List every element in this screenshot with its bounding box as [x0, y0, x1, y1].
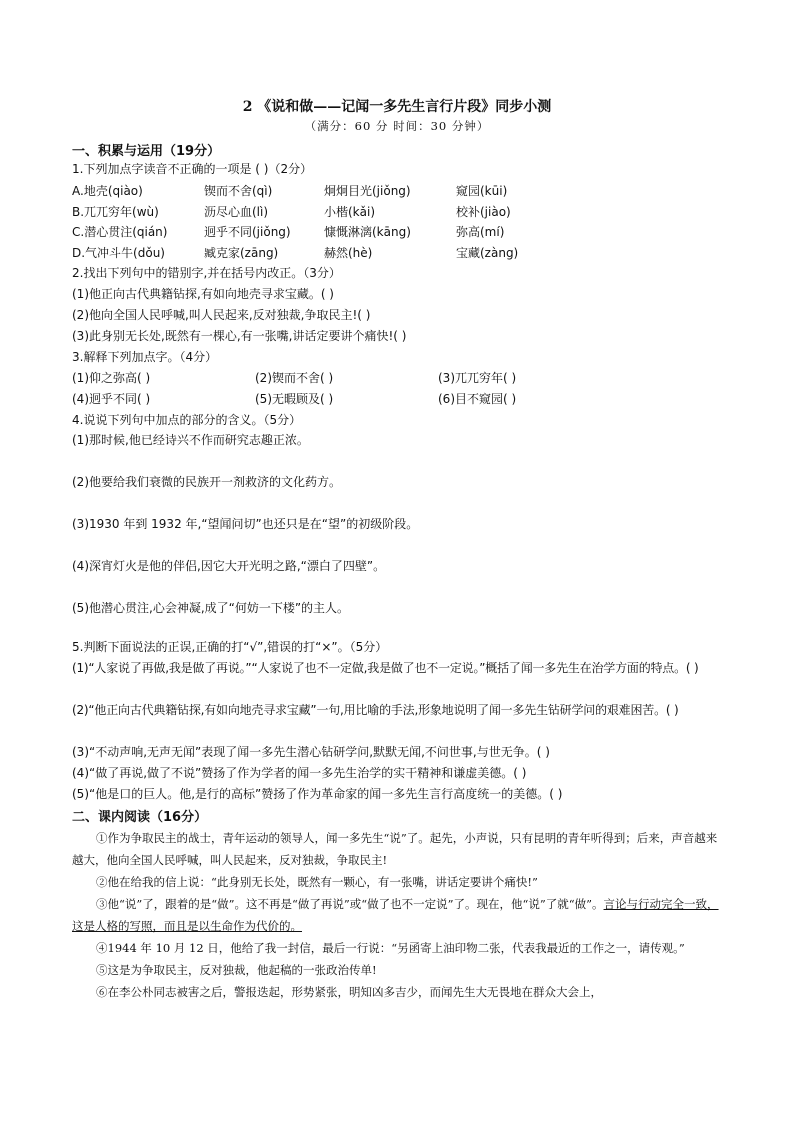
- q1-option-a-4: 窥园(kūi): [456, 184, 508, 198]
- q3-item-3: (3)兀兀穷年( ): [438, 371, 517, 385]
- q3-stem: 3.解释下列加点字。（4分）: [72, 350, 218, 364]
- reading-paragraph-3-text: ③他“说”了，跟着的是“做”。这不再是“做了再说”或“做了也不一定说”了。现在，他“说”了就“做”。: [96, 897, 604, 911]
- q2-item-3: (3)此身别无长处,既然有一棵心,有一张嘴,讲话定要讲个痛快!( ): [72, 329, 407, 343]
- page-title: 2 《说和做——记闻一多先生言行片段》同步小测: [242, 99, 552, 115]
- q1-option-d-1: D.气冲斗牛(dǒu): [72, 246, 165, 260]
- reading-paragraph-3: [72, 893, 727, 937]
- q4-stem: 4.说说下列句中加点的部分的含义。（5分）: [72, 413, 302, 427]
- reading-paragraph-6: ⑥在李公朴同志被害之后，警报迭起，形势紧张，明知凶多吉少，而闻先生大无畏地在群众大会上，: [96, 985, 602, 999]
- q1-option-b-2: 沥尽心血(lì): [204, 205, 269, 219]
- q1-option-c-2: 迥乎不同(jiǒng): [204, 225, 291, 239]
- score-time-info: （满分：60 分 时间：30 分钟）: [304, 119, 490, 133]
- q1-option-c-3: 慷慨淋漓(kāng): [324, 225, 411, 239]
- q5-stem: 5.判断下面说法的正误,正确的打“√”,错误的打“×”。（5分）: [72, 640, 388, 654]
- q2-item-1: (1)他正向古代典籍钻探,有如向地壳寻求宝藏。( ): [72, 287, 334, 301]
- reading-paragraph-4: ④1944 年 10 月 12 日，他给了我一封信，最后一行说：“另函寄上油印物二张，代表我最近的工作之一，请传观。”: [96, 941, 685, 955]
- q5-item-1: (1)“人家说了再做,我是做了再说。”“人家说了也不一定做,我是做了也不一定说。”概括了闻一多先生在治学方面的特点。( ): [72, 661, 699, 675]
- underlined-sentence: 言论与行动完全一致，这是人格的写照，而且是以生命作为代价的。: [72, 897, 719, 933]
- q1-stem: 1.下列加点字读音不正确的一项是 ( )（2分）: [72, 162, 313, 176]
- q1-option-b-4: 校补(jiào): [456, 205, 511, 219]
- q3-item-2: (2)锲而不舍( ): [255, 371, 334, 385]
- q4-item-5: (5)他潜心贯注,心会神凝,成了“何妨一下楼”的主人。: [72, 601, 350, 615]
- q2-item-2: (2)他向全国人民呼喊,叫人民起来,反对独裁,争取民主!( ): [72, 308, 371, 322]
- q1-option-b-3: 小楷(kǎi): [324, 205, 376, 219]
- q3-item-6: (6)目不窥园( ): [438, 392, 517, 406]
- section1-heading: 一、积累与运用（19分）: [72, 144, 221, 159]
- q3-item-1: (1)仰之弥高( ): [72, 371, 151, 385]
- reading-paragraph-1: ①作为争取民主的战士，青年运动的领导人，闻一多先生“说”了。起先，小声说，只有昆明的青年听得到；后来，声音越来越大，他向全国人民呼喊，叫人民起来，反对独裁，争取民主!: [72, 831, 718, 867]
- q2-stem: 2.找出下列句中的错别字,并在括号内改正。（3分）: [72, 266, 341, 280]
- q1-option-c-1: C.潜心贯注(qián): [72, 225, 168, 239]
- q5-item-4: (4)“做了再说,做了不说”赞扬了作为学者的闻一多先生治学的实干精神和谦虚美德。( ): [72, 766, 527, 780]
- reading-paragraph-2: ②他在给我的信上说：“此身别无长处，既然有一颗心，有一张嘴，讲话定要讲个痛快!”: [96, 875, 538, 889]
- q1-option-d-3: 赫然(hè): [324, 246, 373, 260]
- q4-item-1: (1)那时候,他已经诗兴不作而研究志趣正浓。: [72, 433, 309, 447]
- q1-option-c-4: 弥高(mí): [456, 225, 505, 239]
- q1-option-b-1: B.兀兀穷年(wù): [72, 205, 159, 219]
- q5-item-5: (5)“他是口的巨人。他,是行的高标”赞扬了作为革命家的闻一多先生言行高度统一的美德。( ): [72, 787, 563, 801]
- q4-item-3: (3)1930 年到 1932 年,“望闻问切”也还只是在“望”的初级阶段。: [72, 517, 419, 531]
- reading-paragraph-5: ⑤这是为争取民主，反对独裁，他起稿的一张政治传单!: [96, 963, 377, 977]
- q1-option-a-1: A.地壳(qiào): [72, 184, 143, 198]
- q1-option-d-4: 宝藏(zàng): [456, 246, 519, 260]
- section2-heading: 二、课内阅读（16分）: [72, 810, 208, 825]
- q3-item-5: (5)无暇顾及( ): [255, 392, 334, 406]
- q1-option-a-3: 炯炯目光(jiǒng): [324, 184, 411, 198]
- reading-passage: [72, 827, 727, 1003]
- q3-item-4: (4)迥乎不同( ): [72, 392, 151, 406]
- q1-option-a-2: 锲而不舍(qì): [204, 184, 273, 198]
- q4-item-2: (2)他要给我们衰微的民族开一剂救济的文化药方。: [72, 475, 341, 489]
- q5-item-2: (2)“他正向古代典籍钻探,有如向地壳寻求宝藏”一句,用比喻的手法,形象地说明了闻一多先生钻研学问的艰难困苦。( ): [72, 703, 679, 717]
- q5-item-3: (3)“不动声响,无声无闻”表现了闻一多先生潜心钻研学问,默默无闻,不问世事,与世无争。( ): [72, 745, 550, 759]
- q1-option-d-2: 臧克家(zāng): [204, 246, 279, 260]
- q4-item-4: (4)深宵灯火是他的伴侣,因它大开光明之路,“漂白了四壁”。: [72, 559, 386, 573]
